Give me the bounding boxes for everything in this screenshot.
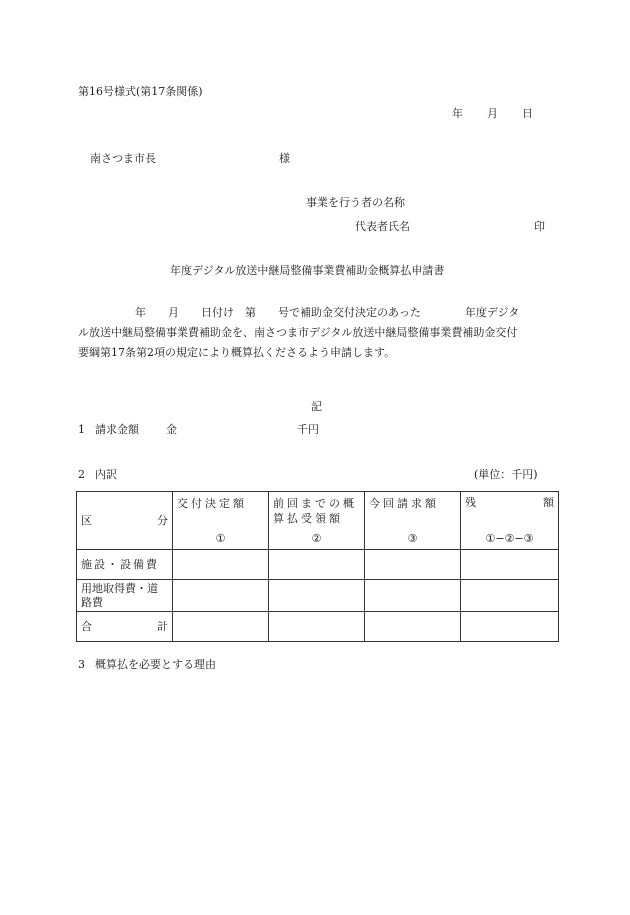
- body-line-1: 年 月 日付け 第 号で補助金交付決定のあった 年度デジタ: [135, 306, 520, 319]
- addressee-honorific: 様: [279, 152, 290, 165]
- table-row-total: [77, 612, 559, 642]
- cell-land-previous[interactable]: [269, 580, 365, 612]
- date-month: 月: [487, 107, 498, 120]
- cell-facilities-balance[interactable]: [461, 550, 559, 580]
- item-1-kin: 金: [166, 423, 177, 436]
- total-a: 合: [81, 619, 92, 633]
- cell-facilities-previous[interactable]: [269, 550, 365, 580]
- header-previous-received-label: 前回までの概算払受領額: [273, 496, 357, 525]
- cell-land-decided[interactable]: [173, 580, 269, 612]
- header-kubun: [77, 492, 173, 550]
- seal-mark: 印: [534, 220, 545, 233]
- header-current-request: [365, 492, 461, 550]
- item-1-unit: 千円: [297, 423, 319, 436]
- cell-land-balance[interactable]: [461, 580, 559, 612]
- header-previous-received-num: ②: [311, 531, 322, 545]
- header-previous-received: [269, 492, 365, 550]
- header-kubun-a: 区: [81, 513, 92, 527]
- item-1-number: 1: [78, 423, 85, 436]
- body-line-2: ル放送中継局整備事業費補助金を、南さつま市デジタル放送中継局整備事業費補助金交付: [78, 326, 518, 339]
- total-b: 計: [157, 619, 168, 633]
- row-label-facilities: 施設・設備費: [77, 550, 173, 580]
- table-row: [77, 550, 559, 580]
- item-2-number: 2: [78, 468, 85, 481]
- header-decided-amount-num: ①: [215, 531, 226, 545]
- cell-total-current[interactable]: [365, 612, 461, 642]
- cell-total-previous[interactable]: [269, 612, 365, 642]
- form-number: 第16号様式(第17条関係): [78, 85, 203, 98]
- item-3-label: 概算払を必要とする理由: [95, 658, 216, 671]
- header-balance-b: 額: [543, 495, 554, 509]
- addressee-name: 南さつま市長: [90, 152, 156, 165]
- date-day: 日: [522, 107, 533, 120]
- table-row: [77, 580, 559, 612]
- header-kubun-b: 分: [157, 513, 168, 527]
- cell-facilities-decided[interactable]: [173, 550, 269, 580]
- ki-heading: 記: [311, 400, 322, 413]
- header-decided-amount-label: 交付決定額: [177, 496, 247, 510]
- header-current-request-label: 今回請求額: [369, 496, 439, 510]
- org-name-label: 事業を行う者の名称: [306, 196, 405, 209]
- item-3-number: 3: [78, 658, 85, 671]
- cell-total-balance[interactable]: [461, 612, 559, 642]
- row-label-total: [77, 612, 173, 642]
- item-1-label: 請求金額: [95, 423, 139, 436]
- cell-facilities-current[interactable]: [365, 550, 461, 580]
- representative-label: 代表者氏名: [355, 220, 410, 233]
- header-balance: [461, 492, 559, 550]
- date-year: 年: [452, 107, 463, 120]
- body-line-3: 要綱第17条第2項の規定により概算払くださるよう申請します。: [78, 346, 396, 359]
- body-paragraph: [78, 303, 558, 363]
- header-balance-a: 残: [465, 495, 476, 509]
- cell-total-decided[interactable]: [173, 612, 269, 642]
- header-decided-amount: [173, 492, 269, 550]
- header-balance-num: ①−②−③: [485, 531, 534, 545]
- table-header-row: [77, 492, 559, 550]
- document-title: 年度デジタル放送中継局整備事業費補助金概算払申請書: [170, 264, 445, 277]
- header-current-request-num: ③: [407, 531, 418, 545]
- breakdown-table: [76, 491, 559, 642]
- row-label-land-road: 用地取得費・道路費: [77, 580, 173, 612]
- item-2-label: 内訳: [95, 468, 117, 481]
- unit-note: (単位：千円): [474, 468, 538, 481]
- cell-land-current[interactable]: [365, 580, 461, 612]
